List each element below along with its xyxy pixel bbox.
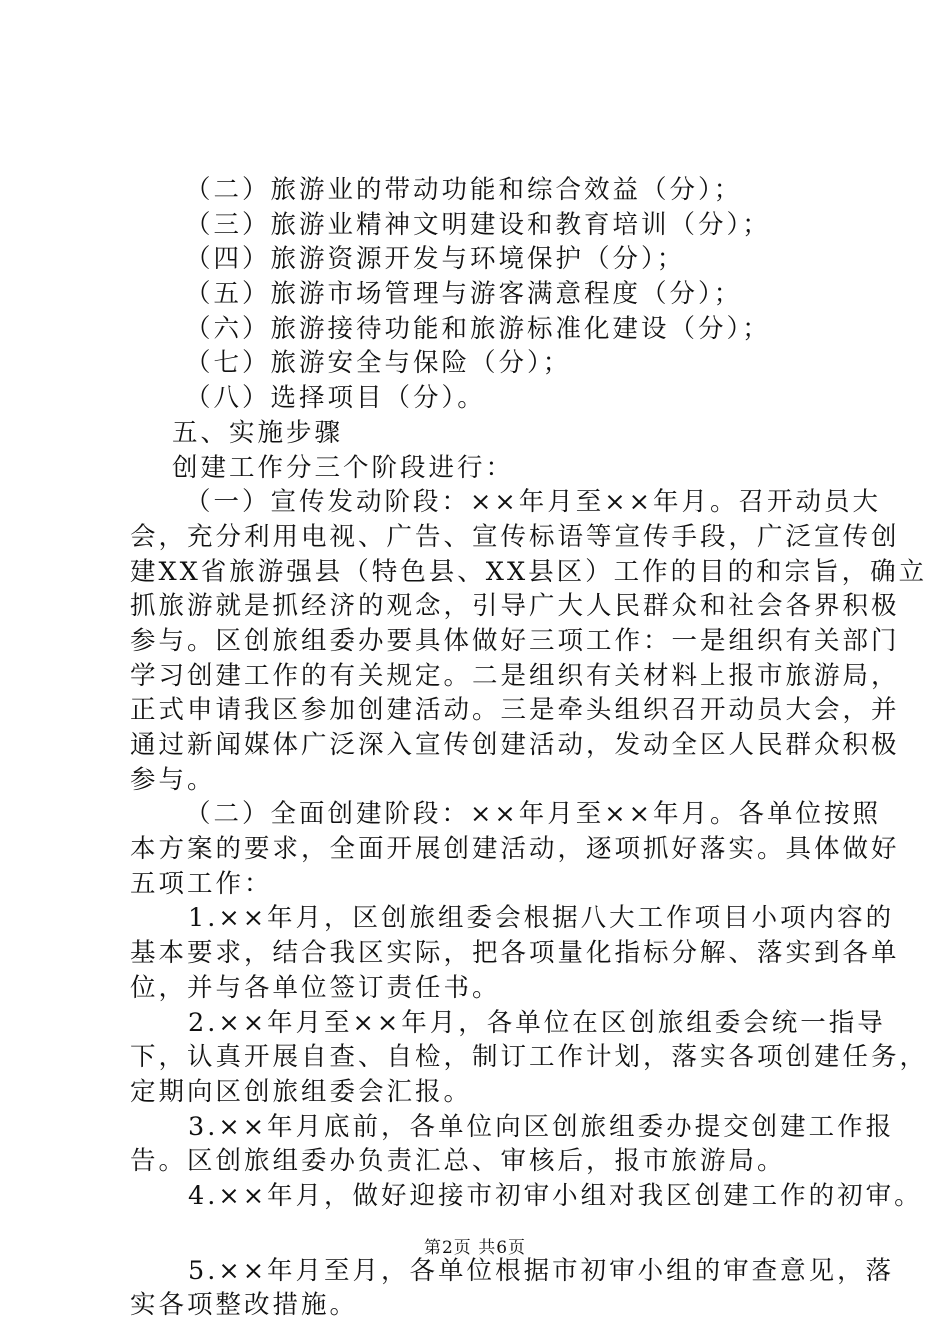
paragraph-line: 1.××年月，区创旅组委会根据八大工作项目小项内容的 (188, 903, 895, 934)
list-item: （七）旅游安全与保险（分）； (185, 348, 572, 379)
paragraph-line: 下，认真开展自查、自检，制订工作计划，落实各项创建任务， (130, 1042, 929, 1073)
paragraph-line: 5.××年月至月，各单位根据市初审小组的审查意见，落 (188, 1255, 895, 1286)
paragraph-line: 抓旅游就是抓经济的观念，引导广大人民群众和社会各界积极 (130, 591, 900, 622)
section-heading: 五、实施步骤 (172, 417, 344, 448)
paragraph-line: （一）宣传发动阶段：××年月至××年月。召开动员大 (185, 487, 881, 518)
paragraph-line: 正式申请我区参加创建活动。三是牵头组织召开动员大会，并 (130, 695, 900, 726)
paragraph-line: 建XX省旅游强县（特色县、XX县区）工作的目的和宗旨，确立 (130, 556, 928, 587)
list-item: （六）旅游接待功能和旅游标准化建设（分）； (185, 313, 771, 344)
paragraph-line: 实各项整改措施。 (130, 1290, 359, 1321)
list-item: （三）旅游业精神文明建设和教育培训（分）； (185, 209, 771, 240)
paragraph-line: 定期向区创旅组委会汇报。 (130, 1076, 473, 1107)
paragraph-line: 本方案的要求，全面开展创建活动，逐项抓好落实。具体做好 (130, 834, 900, 865)
paragraph-line: 4.××年月，做好迎接市初审小组对我区创建工作的初审。 (188, 1180, 923, 1211)
paragraph-line: 告。区创旅组委办负责汇总、审核后，报市旅游局。 (130, 1146, 786, 1177)
list-item: （八）选择项目（分）。 (185, 383, 486, 414)
paragraph-line: 会，充分利用电视、广告、宣传标语等宣传手段，广泛宣传创 (130, 521, 900, 552)
list-item: （五）旅游市场管理与游客满意程度（分）； (185, 279, 743, 310)
intro-line: 创建工作分三个阶段进行： (172, 452, 515, 483)
paragraph-line: 3.××年月底前，各单位向区创旅组委办提交创建工作报 (188, 1111, 895, 1142)
paragraph-line: 通过新闻媒体广泛深入宣传创建活动，发动全区人民群众积极 (130, 730, 900, 760)
page-footer: 第2页 共6页 (423, 1238, 527, 1258)
paragraph-line: （二）全面创建阶段：××年月至××年月。各单位按照 (185, 799, 881, 830)
paragraph-line: 五项工作： (130, 868, 273, 899)
body-text (130, 173, 929, 1323)
list-item: （四）旅游资源开发与环境保护（分）； (185, 244, 686, 275)
paragraph-line: 参与。 (130, 764, 216, 795)
paragraph-line: 学习创建工作的有关规定。二是组织有关材料上报市旅游局， (130, 660, 900, 691)
paragraph-line: 2.××年月至××年月，各单位在区创旅组委会统一指导 (188, 1007, 886, 1038)
paragraph-line: 参与。区创旅组委办要具体做好三项工作：一是组织有关部门 (130, 625, 900, 656)
paragraph-line: 位，并与各单位签订责任书。 (130, 972, 501, 1003)
list-item: （二）旅游业的带动功能和综合效益（分）； (185, 175, 743, 205)
paragraph-line: 基本要求，结合我区实际，把各项量化指标分解、落实到各单 (130, 938, 900, 969)
